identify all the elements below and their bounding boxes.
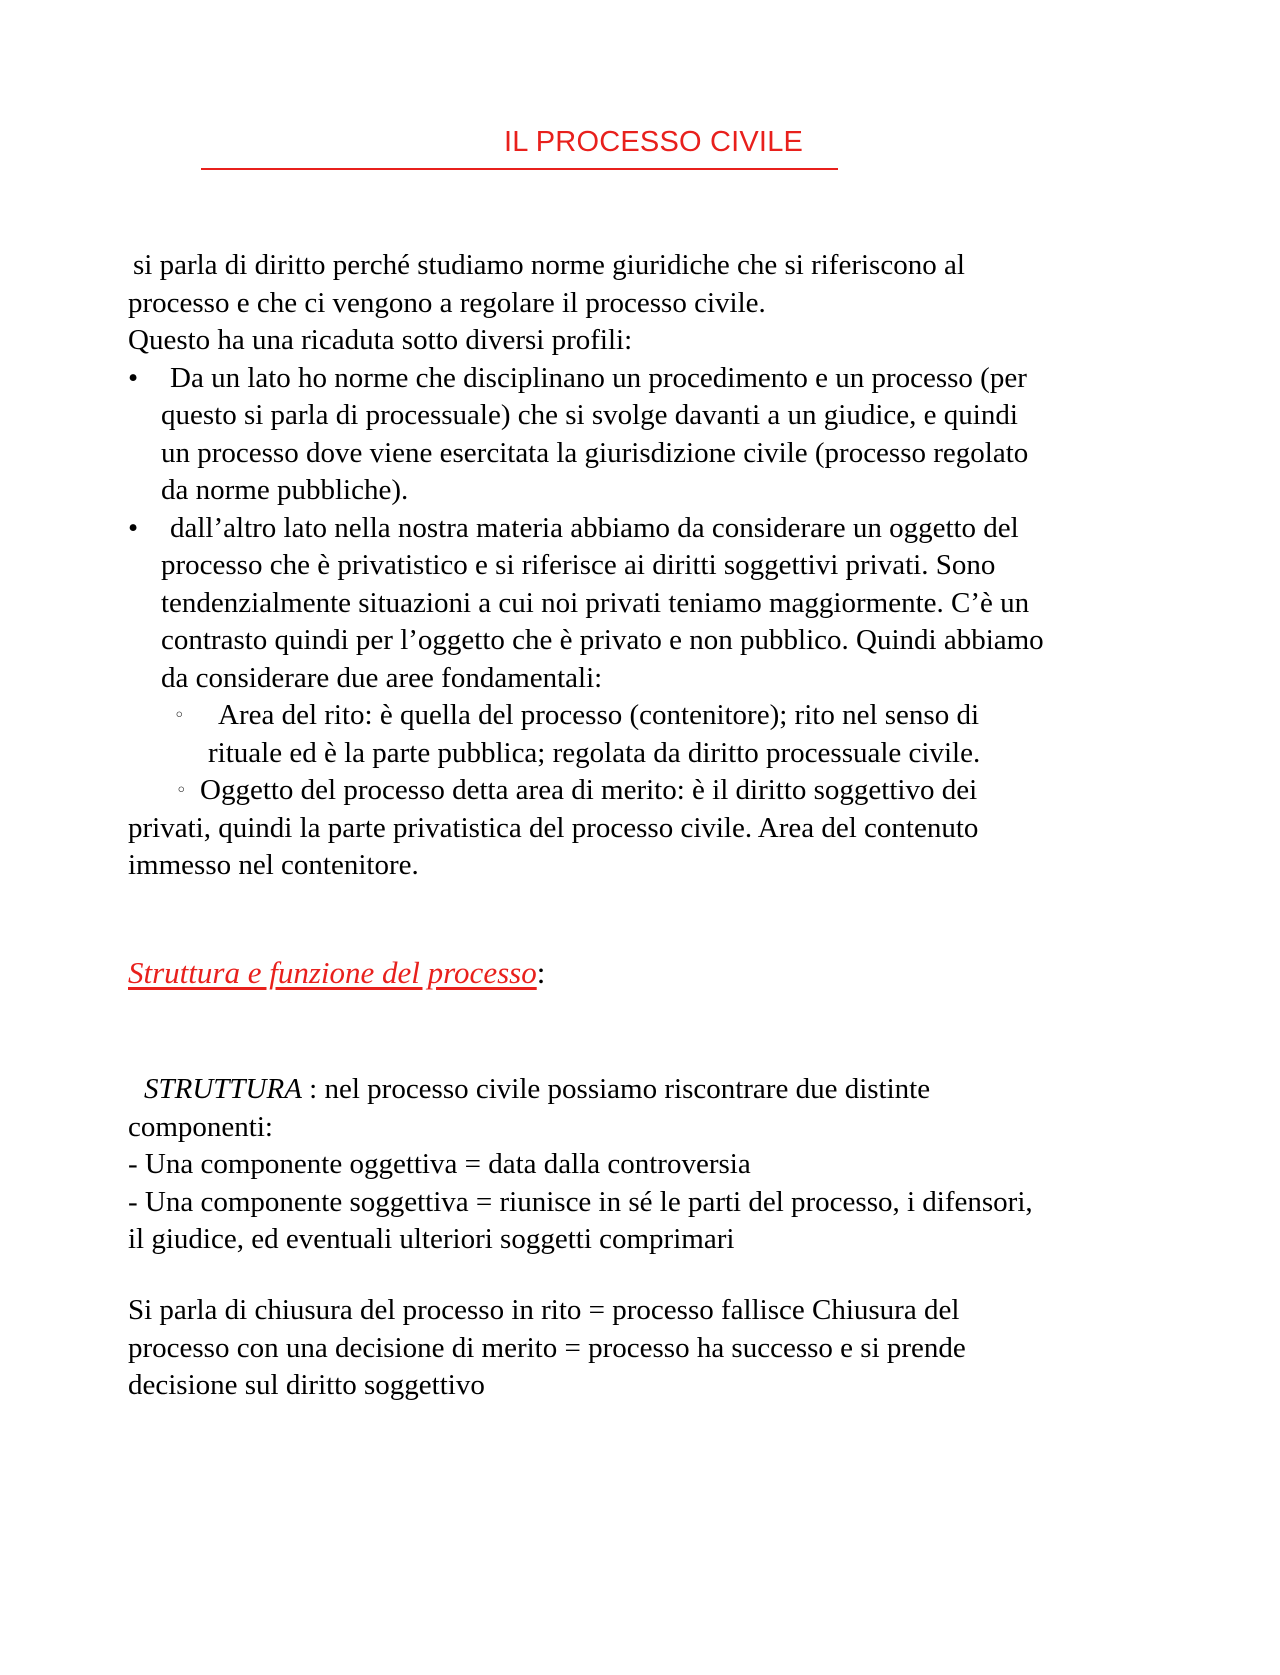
section-heading bbox=[128, 955, 545, 991]
page-title: IL PROCESSO CIVILE bbox=[504, 126, 804, 158]
bullet-icon: • bbox=[128, 361, 139, 394]
sub-bullet-item bbox=[128, 697, 1178, 772]
chiusura-line: processo con una decisione di merito = processo ha successo e si prende bbox=[128, 1331, 966, 1364]
bullet-line: questo si parla di processuale) che si svolge davanti a un giudice, e quindi bbox=[161, 399, 1018, 431]
continuation-line: immesso nel contenitore. bbox=[128, 849, 419, 881]
bullet-item bbox=[128, 510, 1178, 698]
bullet-line: Da un lato ho norme che disciplinano un procedimento e un processo (per bbox=[170, 361, 1027, 394]
struttura-line bbox=[128, 1071, 1178, 1109]
bullet-line: da norme pubbliche). bbox=[161, 474, 409, 506]
struttura-line: il giudice, ed eventuali ulteriori soggetti comprimari bbox=[128, 1223, 735, 1255]
bullet-line: tendenzialmente situazioni a cui noi privati teniamo maggiormente. C’è un bbox=[161, 586, 1030, 619]
hollow-bullet-icon: ◦ bbox=[176, 780, 187, 801]
bullet-icon: • bbox=[128, 511, 139, 544]
intro-line: Questo ha una ricaduta sotto diversi profili: bbox=[128, 324, 633, 356]
sub-bullet-line: Area del rito: è quella del processo (contenitore); rito nel senso di bbox=[218, 699, 979, 731]
continuation-line: privati, quindi la parte privatistica del processo civile. Area del contenuto bbox=[128, 811, 979, 844]
intro-section bbox=[128, 247, 1178, 885]
sub-bullet-line: Oggetto del processo detta area di merito: è il diritto soggettivo dei bbox=[200, 774, 978, 806]
sub-bullet-line: rituale ed è la parte pubblica; regolata da diritto processuale civile. bbox=[208, 736, 981, 769]
chiusura-section bbox=[128, 1292, 1178, 1405]
chiusura-line: Si parla di chiusura del processo in rito = processo fallisce Chiusura del bbox=[128, 1294, 960, 1326]
bullet-line: processo che è privatistico e si riferisce ai diritti soggettivi privati. Sono bbox=[161, 549, 996, 581]
title-underline bbox=[201, 124, 838, 170]
struttura-section bbox=[128, 1071, 1178, 1259]
struttura-text: : nel processo civile possiamo riscontrare due distinte bbox=[301, 1073, 931, 1105]
bullet-item bbox=[128, 360, 1178, 510]
struttura-label: STRUTTURA bbox=[144, 1073, 302, 1105]
intro-line: processo e che ci vengono a regolare il processo civile. bbox=[128, 286, 766, 319]
bullet-line: contrasto quindi per l’oggetto che è privato e non pubblico. Quindi abbiamo bbox=[161, 624, 1044, 656]
bullet-line: da considerare due aree fondamentali: bbox=[161, 661, 603, 694]
struttura-line: componenti: bbox=[128, 1110, 273, 1143]
struttura-line: - Una componente oggettiva = data dalla controversia bbox=[128, 1148, 751, 1180]
section-colon: : bbox=[536, 955, 546, 990]
bullet-line: dall’altro lato nella nostra materia abbiamo da considerare un oggetto del bbox=[170, 511, 1019, 544]
sub-bullet-item bbox=[128, 772, 1178, 810]
bullet-line: un processo dove viene esercitata la giurisdizione civile (processo regolato bbox=[161, 436, 1029, 469]
section-title: Struttura e funzione del processo bbox=[128, 955, 537, 990]
intro-line: si parla di diritto perché studiamo norme giuridiche che si riferiscono al bbox=[133, 249, 965, 281]
hollow-bullet-icon: ◦ bbox=[174, 705, 185, 726]
chiusura-line: decisione sul diritto soggettivo bbox=[128, 1369, 485, 1401]
struttura-line: - Una componente soggettiva = riunisce in sé le parti del processo, i difensori, bbox=[128, 1185, 1033, 1218]
